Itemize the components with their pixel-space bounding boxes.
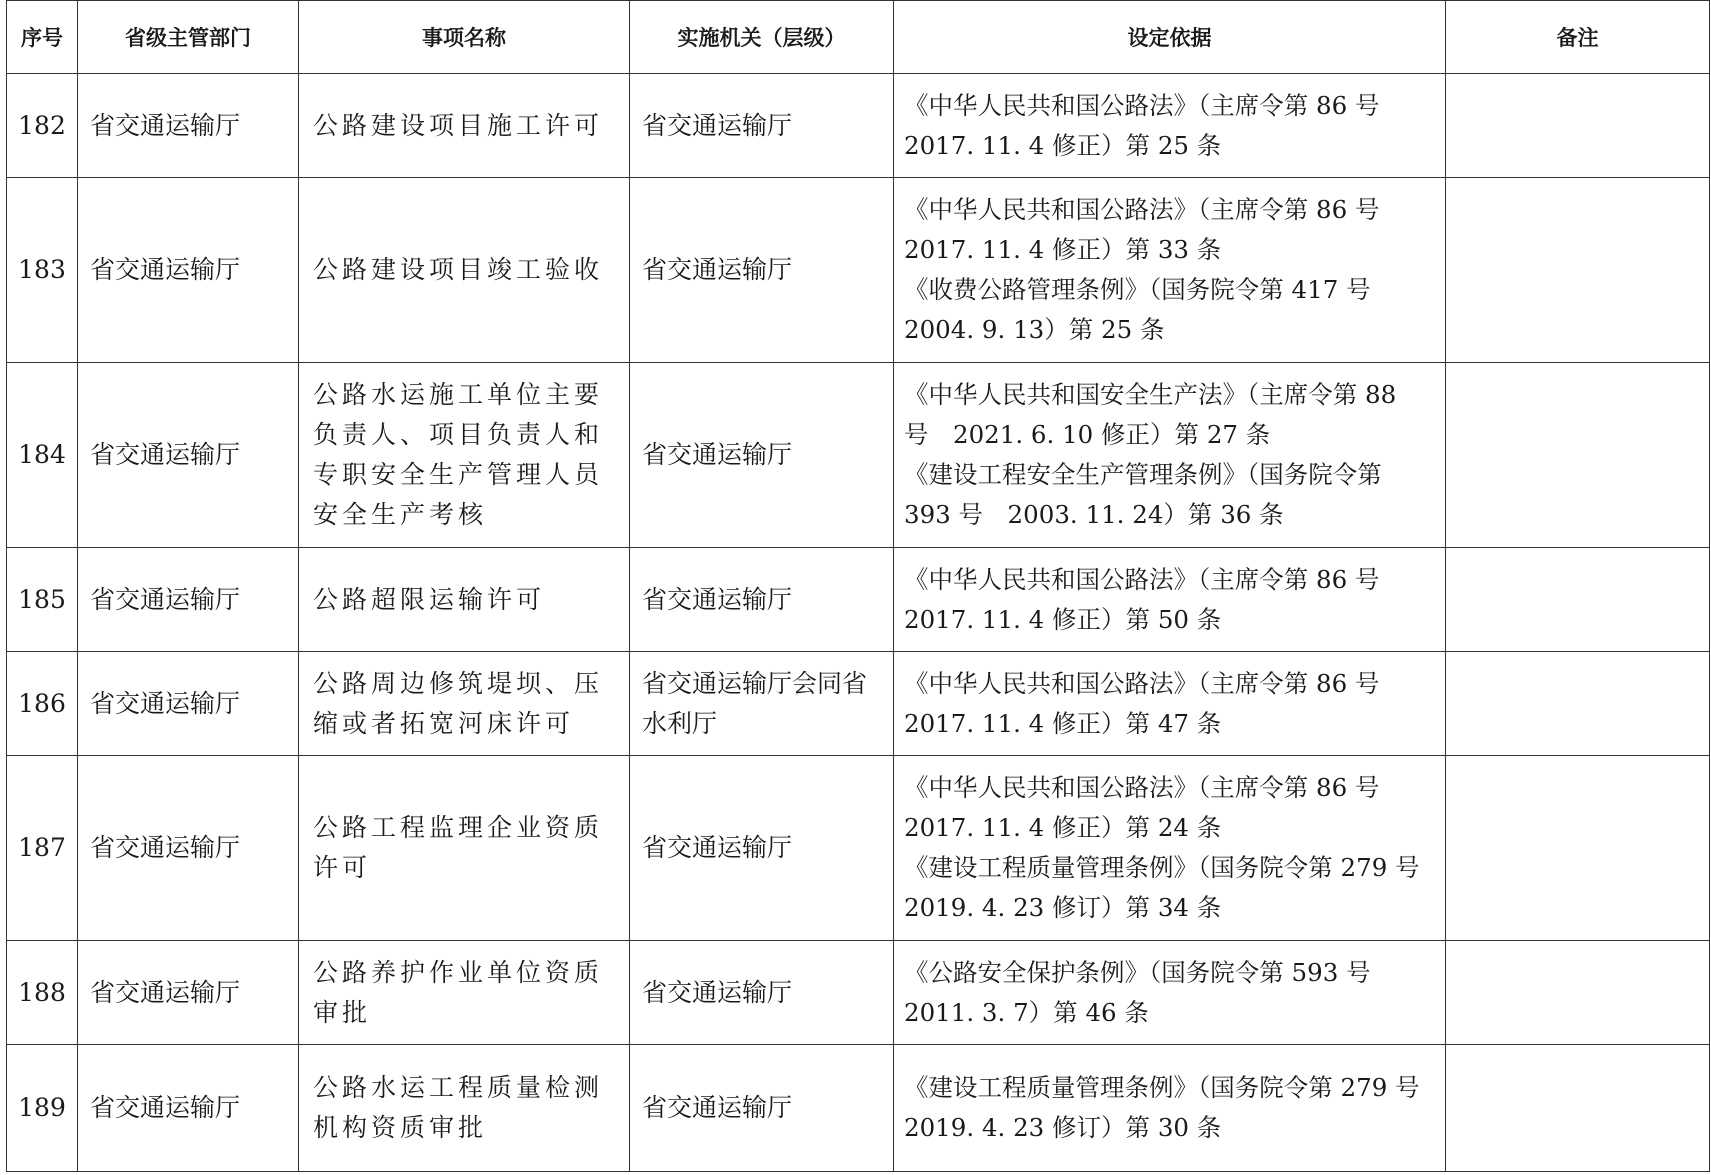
cell-dept: 省交通运输厅	[78, 548, 299, 652]
cell-basis	[894, 548, 1446, 652]
cell-item: 公路周边修筑堤坝、压缩或者拓宽河床许可	[299, 652, 630, 756]
cell-seq: 188	[7, 941, 78, 1045]
header-dept: 省级主管部门	[78, 1, 299, 74]
cell-basis	[894, 652, 1446, 756]
cell-item: 公路水运施工单位主要负责人、项目负责人和专职安全生产管理人员安全生产考核	[299, 363, 630, 548]
basis-line: 《收费公路管理条例》（国务院令第 417 号	[904, 275, 1371, 304]
basis-line: 2017. 11. 4 修正）第 24 条	[904, 813, 1222, 842]
cell-item: 公路工程监理企业资质许可	[299, 756, 630, 941]
basis-line: 2004. 9. 13）第 25 条	[904, 315, 1165, 344]
cell-note	[1446, 363, 1710, 548]
basis-line: 号 2021. 6. 10 修正）第 27 条	[904, 420, 1271, 449]
cell-dept: 省交通运输厅	[78, 756, 299, 941]
cell-agency: 省交通运输厅	[630, 74, 894, 178]
basis-line: 2017. 11. 4 修正）第 25 条	[904, 130, 1222, 160]
cell-note	[1446, 756, 1710, 941]
cell-note	[1446, 74, 1710, 178]
cell-item: 公路养护作业单位资质审批	[299, 941, 630, 1045]
cell-agency: 省交通运输厅	[630, 756, 894, 941]
cell-note	[1446, 941, 1710, 1045]
header-agency: 实施机关（层级）	[630, 1, 894, 74]
basis-line: 《中华人民共和国公路法》（主席令第 86 号	[904, 195, 1380, 224]
cell-basis	[894, 941, 1446, 1045]
cell-agency: 省交通运输厅	[630, 363, 894, 548]
header-item: 事项名称	[299, 1, 630, 74]
table-row	[7, 548, 1710, 652]
basis-line: 《中华人民共和国公路法》（主席令第 86 号	[904, 564, 1380, 594]
cell-item: 公路建设项目施工许可	[299, 74, 630, 178]
basis-line: 《建设工程质量管理条例》（国务院令第 279 号	[904, 853, 1420, 882]
table-row	[7, 756, 1710, 941]
cell-dept: 省交通运输厅	[78, 1045, 299, 1172]
cell-agency: 省交通运输厅	[630, 941, 894, 1045]
basis-line: 《中华人民共和国公路法》（主席令第 86 号	[904, 668, 1380, 698]
regulation-table-page	[6, 0, 1709, 1172]
basis-line: 2017. 11. 4 修正）第 47 条	[904, 708, 1222, 738]
regulation-table	[6, 0, 1710, 1172]
cell-basis	[894, 178, 1446, 363]
cell-seq: 184	[7, 363, 78, 548]
basis-line: 《建设工程安全生产管理条例》（国务院令第	[904, 460, 1382, 489]
header-basis: 设定依据	[894, 1, 1446, 74]
cell-seq: 187	[7, 756, 78, 941]
cell-seq: 186	[7, 652, 78, 756]
cell-dept: 省交通运输厅	[78, 178, 299, 363]
cell-agency: 省交通运输厅	[630, 178, 894, 363]
cell-seq: 182	[7, 74, 78, 178]
cell-seq: 189	[7, 1045, 78, 1172]
cell-dept: 省交通运输厅	[78, 363, 299, 548]
cell-basis	[894, 363, 1446, 548]
table-row	[7, 363, 1710, 548]
cell-note	[1446, 652, 1710, 756]
table-row	[7, 941, 1710, 1045]
cell-item: 公路超限运输许可	[299, 548, 630, 652]
table-row	[7, 652, 1710, 756]
basis-line: 《中华人民共和国公路法》（主席令第 86 号	[904, 90, 1380, 120]
basis-line: 2011. 3. 7）第 46 条	[904, 997, 1149, 1027]
basis-line: 《中华人民共和国安全生产法》（主席令第 88	[904, 380, 1397, 409]
cell-dept: 省交通运输厅	[78, 74, 299, 178]
cell-note	[1446, 178, 1710, 363]
cell-agency: 省交通运输厅	[630, 548, 894, 652]
cell-basis	[894, 74, 1446, 178]
cell-agency: 省交通运输厅会同省水利厅	[630, 652, 894, 756]
table-row	[7, 74, 1710, 178]
cell-basis	[894, 1045, 1446, 1172]
cell-basis	[894, 756, 1446, 941]
cell-item: 公路建设项目竣工验收	[299, 178, 630, 363]
cell-note	[1446, 548, 1710, 652]
header-seq: 序号	[7, 1, 78, 74]
table-row	[7, 1045, 1710, 1172]
cell-dept: 省交通运输厅	[78, 941, 299, 1045]
basis-line: 《公路安全保护条例》（国务院令第 593 号	[904, 957, 1371, 987]
cell-seq: 183	[7, 178, 78, 363]
basis-line: 《中华人民共和国公路法》（主席令第 86 号	[904, 773, 1380, 802]
basis-line: 2019. 4. 23 修订）第 30 条	[904, 1113, 1222, 1142]
basis-line: 393 号 2003. 11. 24）第 36 条	[904, 500, 1284, 529]
basis-line: 2019. 4. 23 修订）第 34 条	[904, 893, 1222, 922]
cell-item: 公路水运工程质量检测机构资质审批	[299, 1045, 630, 1172]
cell-agency: 省交通运输厅	[630, 1045, 894, 1172]
basis-line: 2017. 11. 4 修正）第 50 条	[904, 604, 1222, 634]
cell-seq: 185	[7, 548, 78, 652]
basis-line: 2017. 11. 4 修正）第 33 条	[904, 235, 1222, 264]
header-note: 备注	[1446, 1, 1710, 74]
cell-dept: 省交通运输厅	[78, 652, 299, 756]
table-row	[7, 178, 1710, 363]
table-header-row	[7, 1, 1710, 74]
basis-line: 《建设工程质量管理条例》（国务院令第 279 号	[904, 1073, 1420, 1102]
cell-note	[1446, 1045, 1710, 1172]
